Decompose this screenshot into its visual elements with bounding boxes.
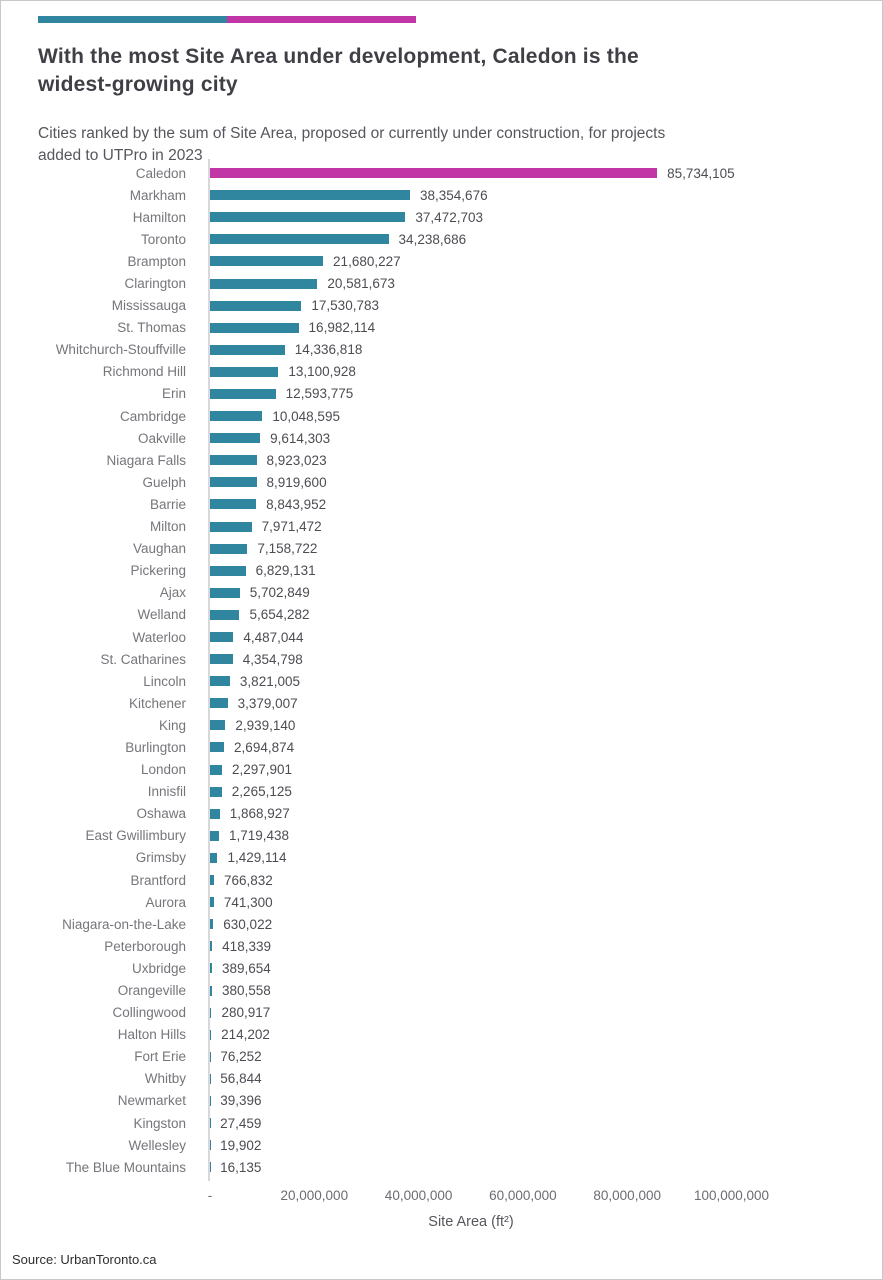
bar-track xyxy=(198,449,868,471)
value-label: 21,680,227 xyxy=(333,253,401,269)
category-label: Aurora xyxy=(145,894,186,910)
bar xyxy=(210,279,317,289)
bar xyxy=(210,256,323,266)
category-label: Uxbridge xyxy=(131,960,186,976)
value-label: 10,048,595 xyxy=(272,408,340,424)
page-subtitle: Cities ranked by the sum of Site Area, proposed or currently under construction, for projects added to UTPro in 2023 xyxy=(38,124,666,164)
page-title: With the most Site Area under development, Caledon is the widest-growing city xyxy=(38,45,639,97)
bar xyxy=(210,765,222,775)
accent-bar-left xyxy=(38,16,227,23)
x-tick-label: - xyxy=(207,1188,213,1203)
bar xyxy=(210,345,285,355)
value-label: 5,702,849 xyxy=(249,585,310,601)
value-label: 2,939,140 xyxy=(235,717,296,733)
bar-row xyxy=(38,228,868,250)
category-label: Milton xyxy=(149,519,186,535)
bar-row xyxy=(38,471,868,493)
value-label: 630,022 xyxy=(223,916,273,932)
bar-track xyxy=(198,206,868,228)
bar-track xyxy=(198,1156,868,1178)
category-label: Brampton xyxy=(127,253,186,269)
bar xyxy=(210,676,230,686)
bar-track xyxy=(198,405,868,427)
value-label: 34,238,686 xyxy=(398,231,467,247)
bar-track xyxy=(198,228,868,250)
bar-track xyxy=(198,1024,868,1046)
value-label: 1,719,438 xyxy=(228,828,290,844)
bar-row xyxy=(38,361,868,383)
bar xyxy=(210,455,257,465)
bar-row xyxy=(38,913,868,935)
value-label: 12,593,775 xyxy=(285,386,354,402)
bar-rows xyxy=(38,162,868,1178)
bar xyxy=(210,831,219,841)
value-label: 2,297,901 xyxy=(231,762,293,778)
category-label: Vaughan xyxy=(132,541,186,557)
bar-track xyxy=(198,1002,868,1024)
bar-track xyxy=(198,626,868,648)
bar-row xyxy=(38,1112,868,1134)
value-label: 5,654,282 xyxy=(249,607,310,623)
category-label: Burlington xyxy=(125,739,186,755)
category-label: Collingwood xyxy=(112,1005,186,1021)
bar-row xyxy=(38,582,868,604)
category-label: Pickering xyxy=(130,563,186,579)
value-label: 280,917 xyxy=(221,1005,271,1021)
bar-track xyxy=(198,825,868,847)
category-label: Lincoln xyxy=(143,673,186,689)
bar xyxy=(210,411,262,421)
category-label: Cambridge xyxy=(119,408,186,424)
category-label: Newmarket xyxy=(117,1093,186,1109)
bar-row xyxy=(38,250,868,272)
value-label: 27,459 xyxy=(220,1115,262,1131)
category-label: Wellesley xyxy=(128,1137,186,1153)
value-label: 7,158,722 xyxy=(257,541,318,557)
bar-row xyxy=(38,1156,868,1178)
bar-track xyxy=(198,670,868,692)
bar xyxy=(210,787,222,797)
value-label: 2,265,125 xyxy=(231,784,292,800)
bar xyxy=(210,212,405,222)
category-label: Orangeville xyxy=(117,983,186,999)
bar-row xyxy=(38,781,868,803)
category-label: Oakville xyxy=(137,430,186,446)
value-label: 1,429,114 xyxy=(227,850,287,866)
bar xyxy=(210,477,257,487)
bar xyxy=(210,168,657,178)
bar-row xyxy=(38,825,868,847)
category-label: Markham xyxy=(129,187,186,203)
bar-row xyxy=(38,957,868,979)
category-label: Whitby xyxy=(144,1071,186,1087)
value-label: 17,530,783 xyxy=(311,298,379,314)
accent-bar-right xyxy=(227,16,416,23)
value-label: 13,100,928 xyxy=(288,364,356,380)
category-label: Caledon xyxy=(135,165,186,181)
bar-row xyxy=(38,736,868,758)
bar-track xyxy=(198,317,868,339)
value-label: 741,300 xyxy=(223,894,273,910)
value-label: 1,868,927 xyxy=(229,806,290,822)
bar xyxy=(210,742,224,752)
category-label: King xyxy=(158,717,186,733)
category-label: East Gwillimbury xyxy=(85,828,186,844)
value-label: 14,336,818 xyxy=(294,342,363,358)
bar xyxy=(210,234,389,244)
bar xyxy=(210,433,260,443)
bar xyxy=(210,544,247,554)
bar xyxy=(210,389,276,399)
value-label: 16,135 xyxy=(220,1159,262,1175)
bar-track xyxy=(198,295,868,317)
bar-row xyxy=(38,979,868,1001)
bar-row xyxy=(38,449,868,471)
bar xyxy=(210,986,212,996)
bar-row xyxy=(38,1068,868,1090)
category-label: Hamilton xyxy=(132,209,186,225)
bar-row xyxy=(38,803,868,825)
bar-track xyxy=(198,471,868,493)
category-label: St. Catharines xyxy=(100,651,186,667)
value-label: 16,982,114 xyxy=(308,320,376,336)
bar xyxy=(210,588,240,598)
bar-track xyxy=(198,869,868,891)
value-label: 3,821,005 xyxy=(239,673,300,689)
category-label: Waterloo xyxy=(132,629,186,645)
bar-track xyxy=(198,648,868,670)
bar xyxy=(210,1008,211,1018)
value-label: 56,844 xyxy=(220,1071,262,1087)
bar-row xyxy=(38,560,868,582)
bar-track xyxy=(198,162,868,184)
bar-chart xyxy=(38,162,868,1230)
bar-track xyxy=(198,692,868,714)
bar-track xyxy=(198,736,868,758)
value-label: 6,829,131 xyxy=(255,563,316,579)
value-label: 38,354,676 xyxy=(420,187,488,203)
category-label: The Blue Mountains xyxy=(65,1159,186,1175)
bar xyxy=(210,499,256,509)
bar-row xyxy=(38,935,868,957)
bar-track xyxy=(198,847,868,869)
value-label: 380,558 xyxy=(221,983,271,999)
value-label: 2,694,874 xyxy=(234,739,295,755)
bar-track xyxy=(198,714,868,736)
bar-row xyxy=(38,317,868,339)
value-label: 76,252 xyxy=(220,1049,262,1065)
category-label: Halton Hills xyxy=(117,1027,186,1043)
bar-track xyxy=(198,1046,868,1068)
bar-row xyxy=(38,516,868,538)
value-label: 19,902 xyxy=(220,1137,262,1153)
bar-row xyxy=(38,206,868,228)
bar-row xyxy=(38,869,868,891)
x-tick-label: 40,000,000 xyxy=(384,1188,453,1203)
bar xyxy=(210,809,220,819)
bar-track xyxy=(198,560,868,582)
category-label: Grimsby xyxy=(135,850,186,866)
bar-track xyxy=(198,516,868,538)
value-label: 8,923,023 xyxy=(266,452,327,468)
bar-track xyxy=(198,339,868,361)
bar-track xyxy=(198,935,868,957)
category-label: Welland xyxy=(137,607,186,623)
accent-bar xyxy=(38,16,416,23)
category-label: Kitchener xyxy=(128,695,186,711)
bar-row xyxy=(38,847,868,869)
bar xyxy=(210,720,225,730)
bar-row xyxy=(38,759,868,781)
bar-row xyxy=(38,714,868,736)
bar-track xyxy=(198,427,868,449)
bar-row xyxy=(38,626,868,648)
bar-track xyxy=(198,250,868,272)
bar-track xyxy=(198,383,868,405)
value-label: 39,396 xyxy=(220,1093,262,1109)
bar-track xyxy=(198,1112,868,1134)
bar xyxy=(210,323,299,333)
value-label: 4,487,044 xyxy=(243,629,304,645)
value-label: 766,832 xyxy=(224,872,273,888)
bar-row xyxy=(38,493,868,515)
bar-row xyxy=(38,648,868,670)
category-label: Clarington xyxy=(124,276,186,292)
bar-track xyxy=(198,979,868,1001)
bar-row xyxy=(38,427,868,449)
category-label: Niagara Falls xyxy=(106,452,186,468)
bar-track xyxy=(198,759,868,781)
bar-track xyxy=(198,781,868,803)
bar xyxy=(210,897,214,907)
bar-track xyxy=(198,891,868,913)
category-label: Oshawa xyxy=(136,806,186,822)
bar-track xyxy=(198,1134,868,1156)
value-label: 37,472,703 xyxy=(415,209,483,225)
bar-row xyxy=(38,383,868,405)
value-label: 20,581,673 xyxy=(327,276,395,292)
bar-track xyxy=(198,538,868,560)
value-label: 8,843,952 xyxy=(266,496,327,512)
x-tick-label: 80,000,000 xyxy=(593,1188,661,1203)
bar-track xyxy=(198,361,868,383)
bar-track xyxy=(198,184,868,206)
bar xyxy=(210,632,233,642)
category-label: St. Thomas xyxy=(117,320,186,336)
bar-track xyxy=(198,582,868,604)
category-label: Barrie xyxy=(149,496,186,512)
category-label: Brantford xyxy=(130,872,186,888)
category-label: Ajax xyxy=(159,585,186,601)
value-label: 214,202 xyxy=(221,1027,270,1043)
value-label: 7,971,472 xyxy=(261,519,322,535)
category-label: Whitchurch-Stouffville xyxy=(55,342,186,358)
bar xyxy=(210,190,410,200)
value-label: 9,614,303 xyxy=(270,430,331,446)
bar xyxy=(210,654,233,664)
bar xyxy=(210,1030,211,1040)
source-caption: Source: UrbanToronto.ca xyxy=(12,1252,157,1267)
bar-row xyxy=(38,891,868,913)
bar-track xyxy=(198,272,868,294)
bar xyxy=(210,610,239,620)
bar-row xyxy=(38,1134,868,1156)
bar-row xyxy=(38,1046,868,1068)
category-label: Innisfil xyxy=(147,784,186,800)
bar-row xyxy=(38,1002,868,1024)
bar-row xyxy=(38,538,868,560)
bar-row xyxy=(38,272,868,294)
x-axis-ticks xyxy=(207,1188,770,1206)
category-label: Richmond Hill xyxy=(102,364,186,380)
bar-row xyxy=(38,1024,868,1046)
category-label: Peterborough xyxy=(104,938,186,954)
value-label: 3,379,007 xyxy=(237,695,298,711)
bar-track xyxy=(198,957,868,979)
category-label: Erin xyxy=(161,386,186,402)
bar-track xyxy=(198,604,868,626)
bar-track xyxy=(198,803,868,825)
category-label: Niagara-on-the-Lake xyxy=(62,916,186,932)
bar-row xyxy=(38,692,868,714)
category-label: Fort Erie xyxy=(134,1049,186,1065)
bar-track xyxy=(198,913,868,935)
bar xyxy=(210,301,301,311)
bar xyxy=(210,941,212,951)
bar xyxy=(210,367,278,377)
value-label: 389,654 xyxy=(222,960,271,976)
value-label: 85,734,105 xyxy=(667,165,735,181)
value-label: 4,354,798 xyxy=(242,651,303,667)
bar-row xyxy=(38,295,868,317)
x-axis-title: Site Area (ft²) xyxy=(428,1214,514,1230)
category-label: Mississauga xyxy=(111,298,186,314)
bar xyxy=(210,522,252,532)
bar xyxy=(210,853,217,863)
bar-row xyxy=(38,339,868,361)
bar-row xyxy=(38,1090,868,1112)
category-label: Guelph xyxy=(142,474,186,490)
bar-row xyxy=(38,604,868,626)
x-tick-label: 20,000,000 xyxy=(280,1188,349,1203)
category-label: Toronto xyxy=(140,231,186,247)
bar xyxy=(210,875,214,885)
bar xyxy=(210,963,212,973)
bar-row xyxy=(38,405,868,427)
bar xyxy=(210,566,246,576)
bar-row xyxy=(38,670,868,692)
bar-track xyxy=(198,1090,868,1112)
value-label: 418,339 xyxy=(222,938,271,954)
bar xyxy=(210,698,228,708)
bar xyxy=(210,919,213,929)
category-label: London xyxy=(140,762,186,778)
bar-track xyxy=(198,1068,868,1090)
bar-row xyxy=(38,162,868,184)
value-label: 8,919,600 xyxy=(266,474,327,490)
bar-row xyxy=(38,184,868,206)
x-tick-label: 100,000,000 xyxy=(693,1188,770,1203)
x-tick-label: 60,000,000 xyxy=(489,1188,557,1203)
category-label: Kingston xyxy=(133,1115,186,1131)
bar-track xyxy=(198,493,868,515)
